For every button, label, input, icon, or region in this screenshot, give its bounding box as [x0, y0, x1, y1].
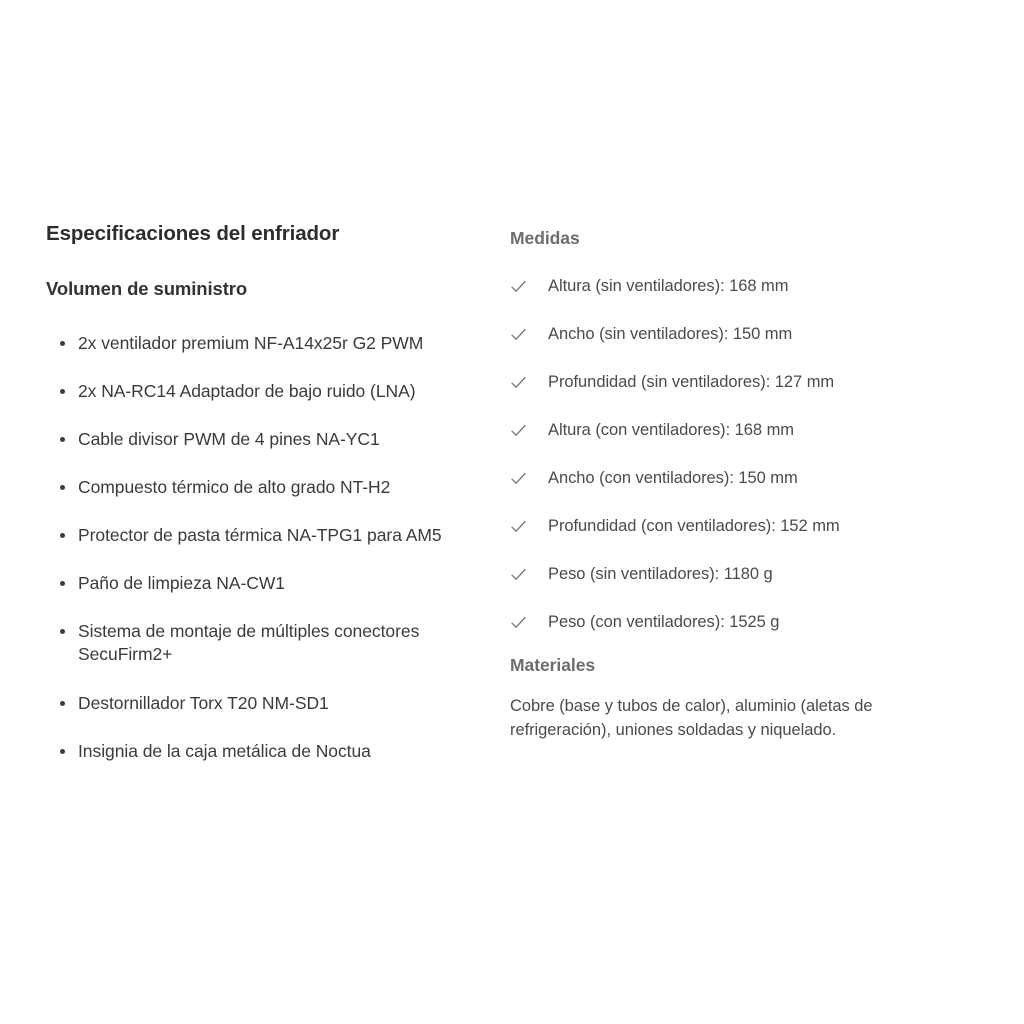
- check-icon: [510, 518, 527, 535]
- measurement-label: Altura (con ventiladores): 168 mm: [548, 420, 794, 439]
- bullet-dot-icon: [60, 389, 65, 394]
- list-item: [46, 692, 500, 715]
- measurement-label: Ancho (con ventiladores): 150 mm: [548, 468, 798, 487]
- list-item: [46, 428, 500, 451]
- list-item-label: 2x NA-RC14 Adaptador de bajo ruido (LNA): [78, 380, 416, 401]
- check-icon: [510, 326, 527, 343]
- list-item: [46, 572, 500, 595]
- list-item: [46, 620, 500, 666]
- measurement-label: Profundidad (sin ventiladores): 127 mm: [548, 372, 835, 391]
- check-icon: [510, 566, 527, 583]
- page-title: Especificaciones del enfriador: [46, 222, 340, 245]
- list-item-label: 2x ventilador premium NF-A14x25r G2 PWM: [78, 332, 424, 353]
- list-item-label: Compuesto térmico de alto grado NT-H2: [78, 477, 391, 498]
- list-item-label: Destornillador Torx T20 NM-SD1: [78, 692, 329, 713]
- measurement-label: Profundidad (con ventiladores): 152 mm: [548, 516, 840, 535]
- list-item: [510, 324, 970, 345]
- list-item: [510, 564, 970, 585]
- measurements-list: [510, 276, 970, 633]
- list-item-label: Cable divisor PWM de 4 pines NA-YC1: [78, 428, 380, 449]
- measurements-heading: Medidas: [510, 228, 580, 248]
- list-item-label: Insignia de la caja metálica de Noctua: [78, 740, 371, 761]
- bullet-dot-icon: [60, 581, 65, 586]
- scope-of-delivery-list: [46, 332, 500, 763]
- measurements-column: [500, 0, 970, 743]
- scope-of-delivery-heading: Volumen de suministro: [46, 277, 248, 299]
- list-item: [510, 420, 970, 441]
- check-icon: [510, 374, 527, 391]
- measurement-label: Altura (sin ventiladores): 168 mm: [548, 277, 789, 295]
- list-item: [46, 524, 500, 547]
- list-item: [510, 372, 970, 393]
- list-item: [510, 612, 970, 633]
- list-item-label: Paño de limpieza NA-CW1: [78, 573, 285, 594]
- bullet-dot-icon: [60, 533, 65, 538]
- check-icon: [510, 278, 527, 295]
- cooler-specifications-column: [0, 0, 500, 763]
- list-item: [46, 740, 500, 763]
- bullet-dot-icon: [60, 629, 65, 634]
- materials-heading: Materiales: [510, 655, 596, 675]
- list-item: [510, 276, 970, 297]
- bullet-dot-icon: [60, 701, 65, 706]
- check-icon: [510, 470, 527, 487]
- measurement-label: Ancho (sin ventiladores): 150 mm: [548, 324, 793, 343]
- list-item: [46, 476, 500, 499]
- list-item: [46, 380, 500, 403]
- materials-description: Cobre (base y tubos de calor), aluminio (aletas de refrigeración), uniones soldadas y niquelado.: [510, 697, 873, 740]
- list-item: [510, 516, 970, 537]
- bullet-dot-icon: [60, 485, 65, 490]
- bullet-dot-icon: [60, 749, 65, 754]
- check-icon: [510, 614, 527, 631]
- measurement-label: Peso (sin ventiladores): 1180 g: [548, 564, 773, 583]
- check-icon: [510, 422, 527, 439]
- bullet-dot-icon: [60, 341, 65, 346]
- list-item: [46, 332, 500, 355]
- bullet-dot-icon: [60, 437, 65, 442]
- list-item: [510, 468, 970, 489]
- list-item-label: Protector de pasta térmica NA-TPG1 para AM5: [78, 525, 442, 546]
- list-item-label: Sistema de montaje de múltiples conectores SecuFirm2+: [78, 621, 420, 665]
- measurement-label: Peso (con ventiladores): 1525 g: [548, 612, 780, 631]
